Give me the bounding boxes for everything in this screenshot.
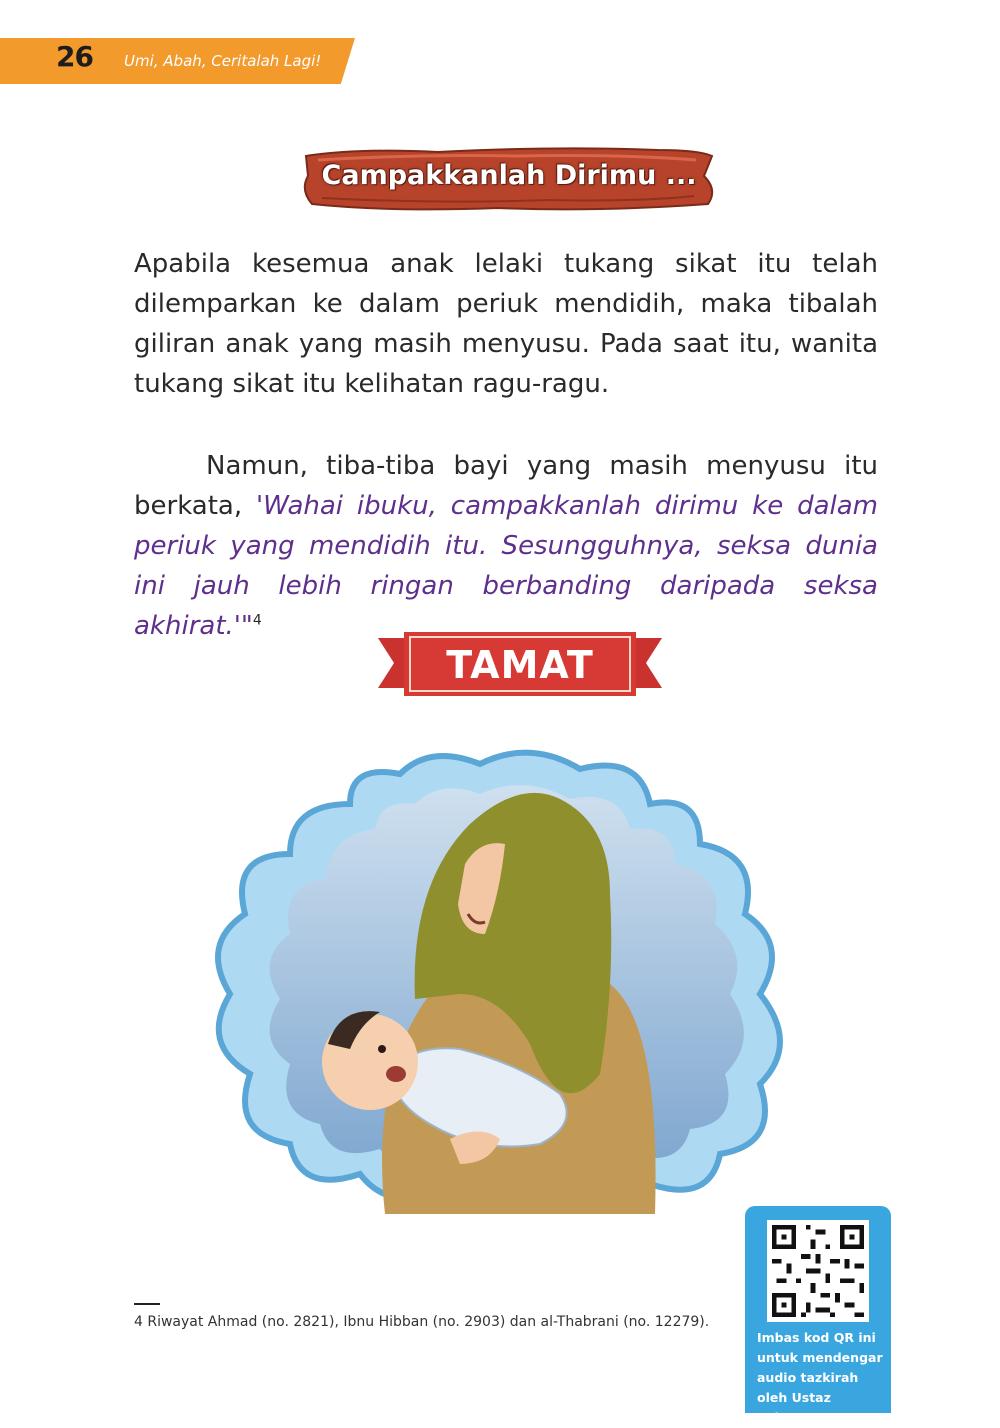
qr-box[interactable] xyxy=(745,1206,891,1425)
footnote-rule xyxy=(134,1303,160,1305)
illustration-art xyxy=(200,744,800,1214)
book-title: Umi, Abah, Ceritalah Lagi! xyxy=(124,52,322,70)
paragraph-2 xyxy=(134,446,878,646)
section-title: Campakkanlah Dirimu ... xyxy=(321,160,697,191)
footnote-text: 4 Riwayat Ahmad (no. 2821), Ibnu Hibban (no. 2903) dan al-Thabrani (no. 12279). xyxy=(134,1314,710,1330)
qr-code-icon[interactable] xyxy=(767,1220,869,1322)
section-banner xyxy=(298,146,720,212)
end-banner xyxy=(378,630,662,706)
mother-baby-illustration xyxy=(200,744,800,1214)
end-label: TAMAT xyxy=(446,643,594,687)
paragraph-1: Apabila kesemua anak lelaki tukang sikat itu telah dilemparkan ke dalam periuk mendidih, maka tibalah giliran anak yang masih menyusu. Pada saat itu, wanita tukang sikat itu kelihatan ragu-ragu. xyxy=(134,249,878,399)
page-number: 26 xyxy=(56,40,93,73)
qr-caption: Imbas kod QR ini untuk mendengar audio tazkirah oleh Ustaz Zahazan. xyxy=(757,1330,883,1425)
qr-pattern xyxy=(767,1220,869,1322)
baby-quote: 'Wahai ibuku, campakkanlah dirimu ke dalam periuk yang mendidih itu. Sesungguhnya, seksa dunia ini jauh lebih ringan berbanding daripada seksa akhirat.'" xyxy=(134,491,879,641)
footnote-marker: 4 xyxy=(252,612,262,629)
paragraph-2-intro: Namun, tiba-tiba bayi yang masih menyusu itu berkata, xyxy=(134,451,878,521)
